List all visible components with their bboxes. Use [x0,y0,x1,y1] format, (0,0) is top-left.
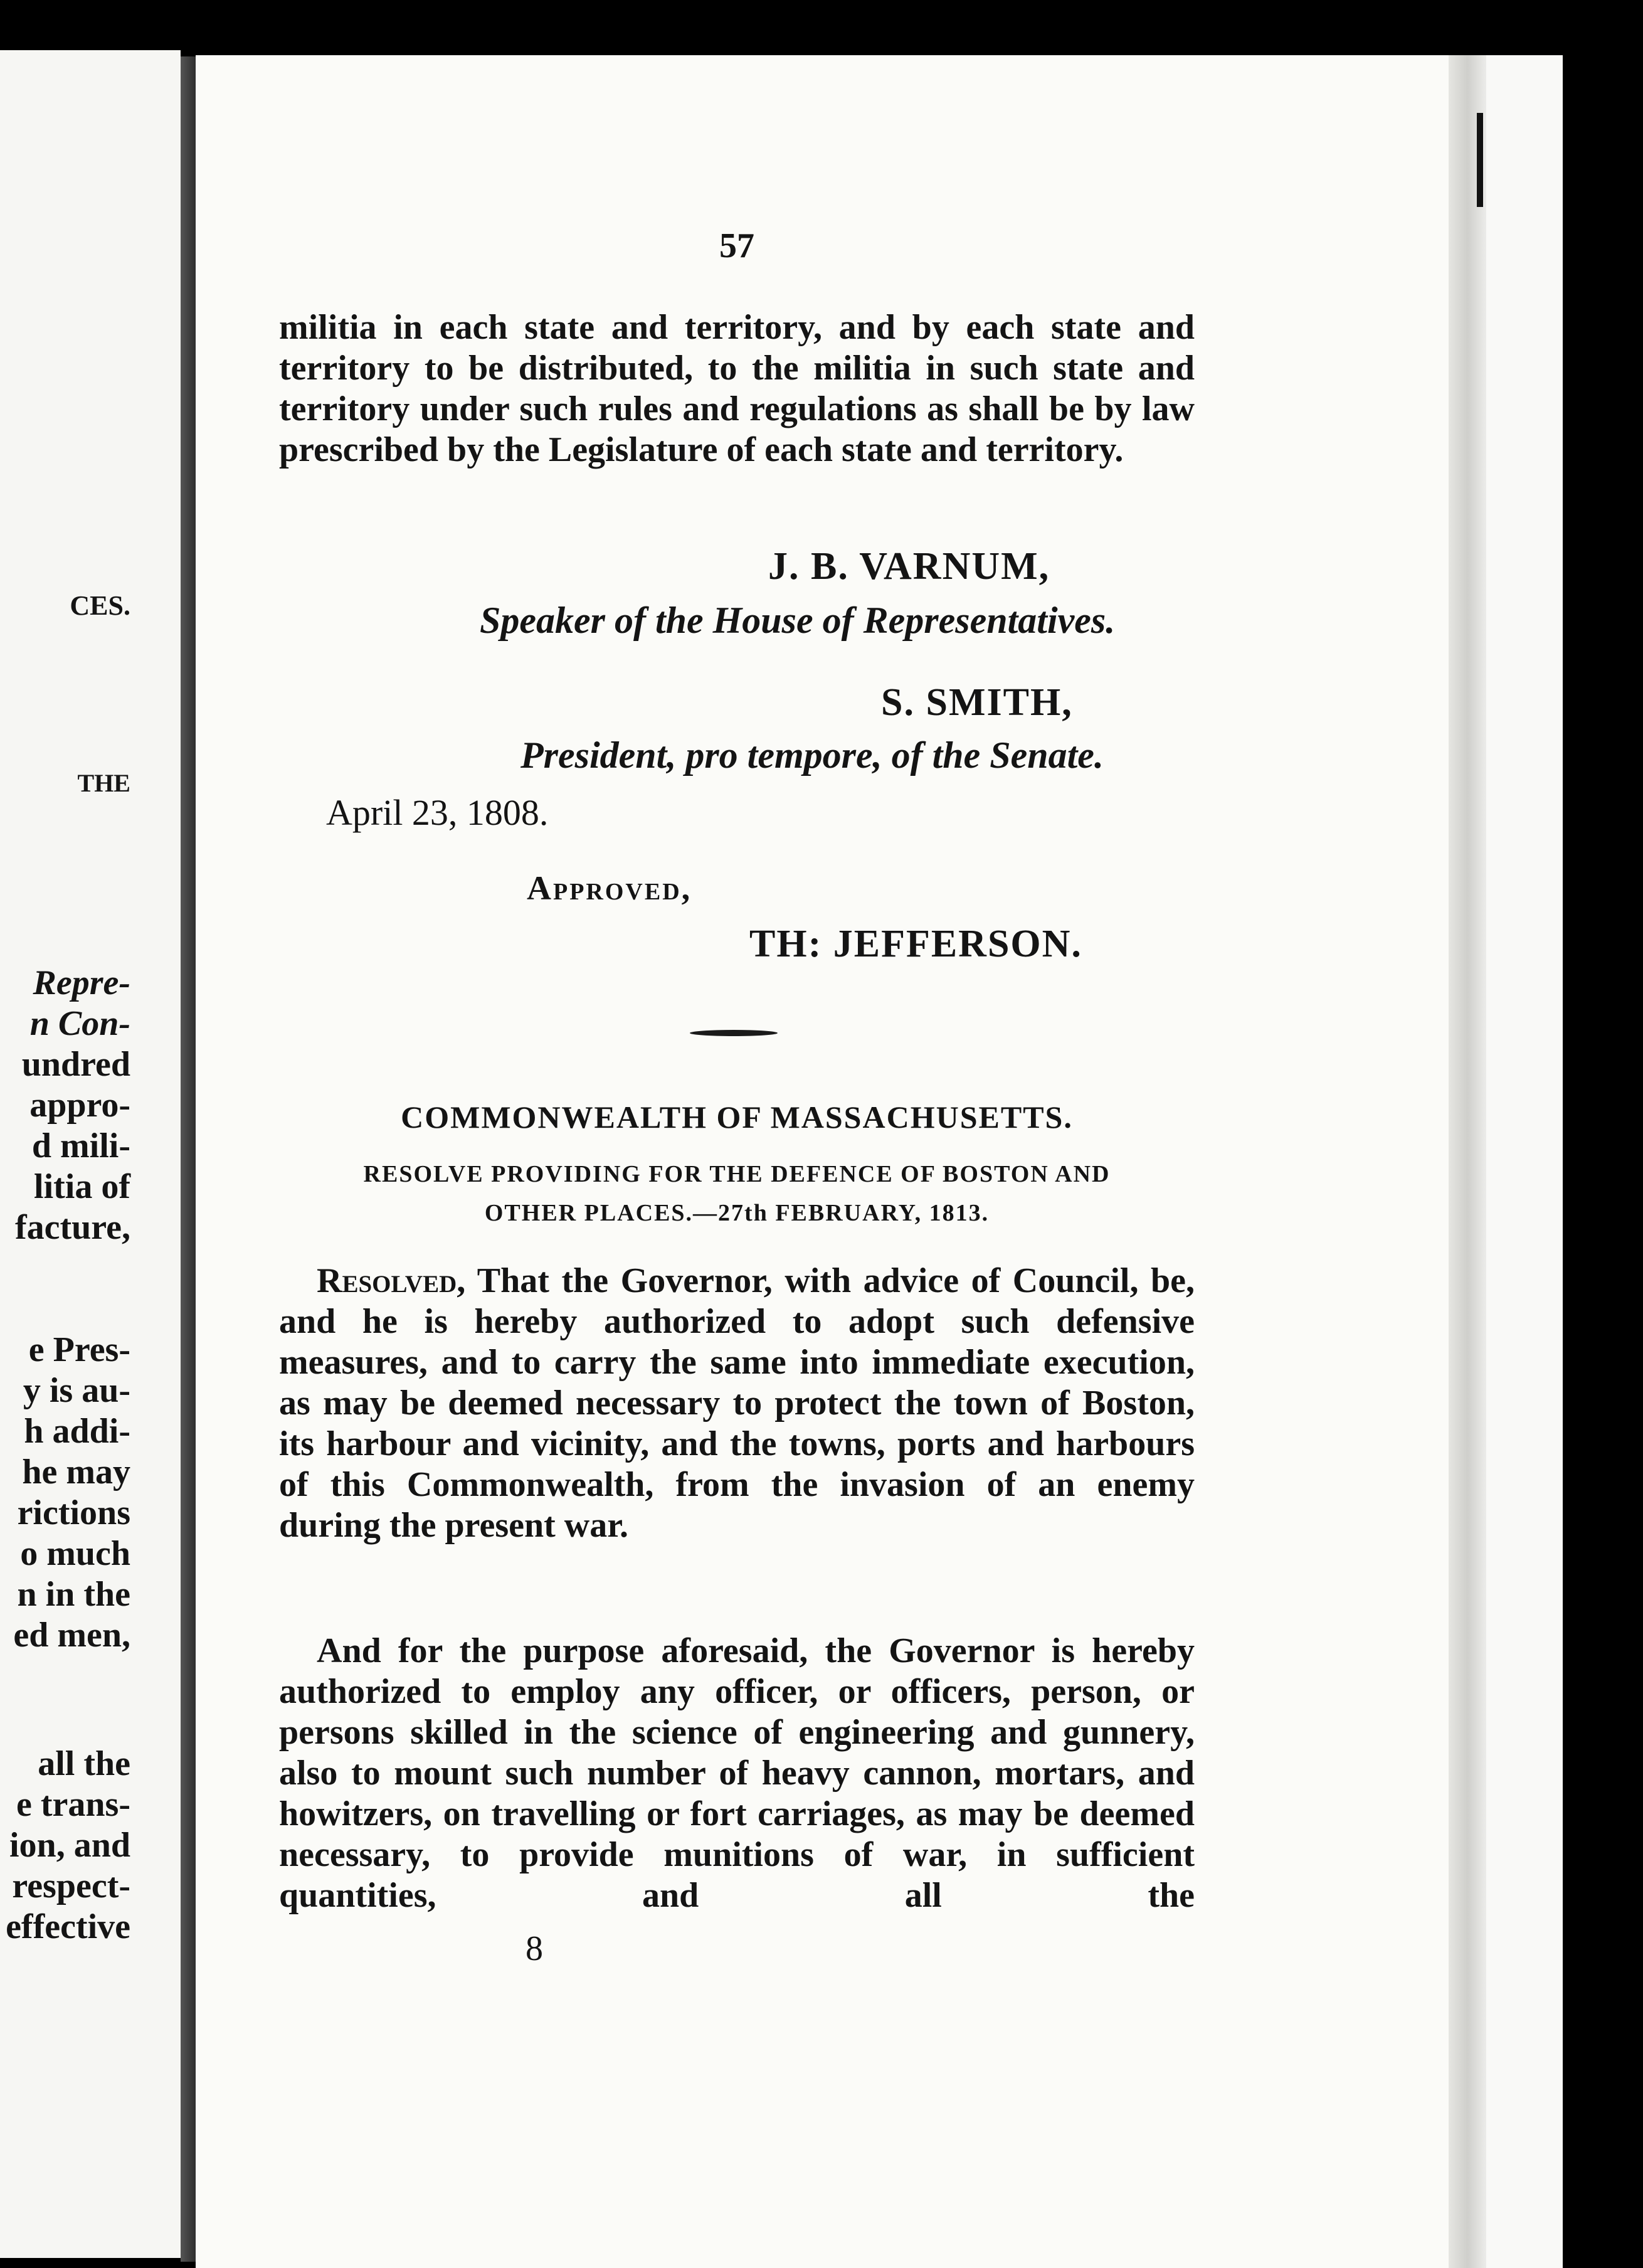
page-edge [1449,55,1486,2268]
left-fragment: n in the [17,1575,130,1614]
speaker-name: J. B. VARNUM, [768,545,1050,588]
left-fragment: undred [21,1045,130,1084]
left-fragment: d mili- [31,1126,130,1165]
section-divider [690,1030,778,1036]
approver-name: TH: JEFFERSON. [749,923,1082,965]
section-heading: COMMONWEALTH OF MASSACHUSETTS. [401,1100,1073,1135]
president-title: President, pro tempore, of the Senate. [520,734,1104,776]
resolve-paragraph-1-text: That the Governor, with advice of Council, be, and he is hereby authorized to adopt such defensive measures, and to carry the same into immediate execution, as may be deemed necessary to protect the town of Boston, its harbour and vicinity, and the towns, ports and harbours of this Commonwealth, from the invasion of an enemy during the present war. [279,1261,1195,1545]
left-fragment: ion, and [9,1826,130,1865]
resolve-subheading-line1: RESOLVE PROVIDING FOR THE DEFENCE OF BOSTON AND [363,1161,1111,1187]
left-fragment: respect- [12,1867,130,1905]
page-number: 57 [719,226,754,265]
left-fragment: all the [38,1744,130,1783]
president-name: S. SMITH, [881,681,1073,724]
speaker-title: Speaker of the House of Representatives. [480,600,1116,641]
left-page [0,50,181,2258]
left-fragment: e Pres- [28,1330,130,1369]
approved-label: Approved, [527,869,692,907]
left-fragment: litia of [34,1167,130,1206]
left-fragment: he may [22,1453,130,1492]
resolve-subheading-line2: OTHER PLACES.—27th FEBRUARY, 1813. [484,1200,990,1226]
left-fragment: appro- [29,1086,130,1125]
signature-mark: 8 [526,1929,543,1968]
left-fragment: o much [20,1534,130,1573]
left-fragment: n Con- [29,1004,130,1043]
left-fragment: h addi- [24,1412,130,1451]
gutter-shadow [181,56,196,2262]
left-fragment: e trans- [16,1785,130,1824]
continuation-paragraph: militia in each state and territory, and by each state and territory to be distributed, to the militia in such state and territory under such rules and regulations as shall be by law prescribed by the Legislature of each state and territory. [279,308,1195,469]
left-fragment: effective [6,1907,130,1946]
page-edge-mark [1477,113,1483,207]
resolve-paragraph-2: And for the purpose aforesaid, the Governor is hereby authorized to employ any officer, or officers, person, or persons skilled in the science of engineering and gunnery, also to mount such number of heavy cannon, mortars, and howitzers, on travelling or fort carriages, as may be deemed necessary, to provide munitions of war, in sufficient quantities, and all the [279,1631,1195,1915]
right-margin-strip [1486,55,1561,2268]
resolution-date: April 23, 1808. [326,792,549,833]
left-fragment: Repre- [33,963,130,1002]
left-fragment: facture, [15,1208,130,1247]
left-fragment: rictions [17,1493,130,1532]
left-fragment: CES. [70,590,130,621]
resolved-lead: Resolved, [317,1261,466,1300]
left-fragment: THE [77,769,130,797]
left-fragment: y is au- [23,1371,130,1410]
resolve-paragraph-1 [279,1261,1195,1546]
left-fragment: ed men, [13,1616,130,1655]
